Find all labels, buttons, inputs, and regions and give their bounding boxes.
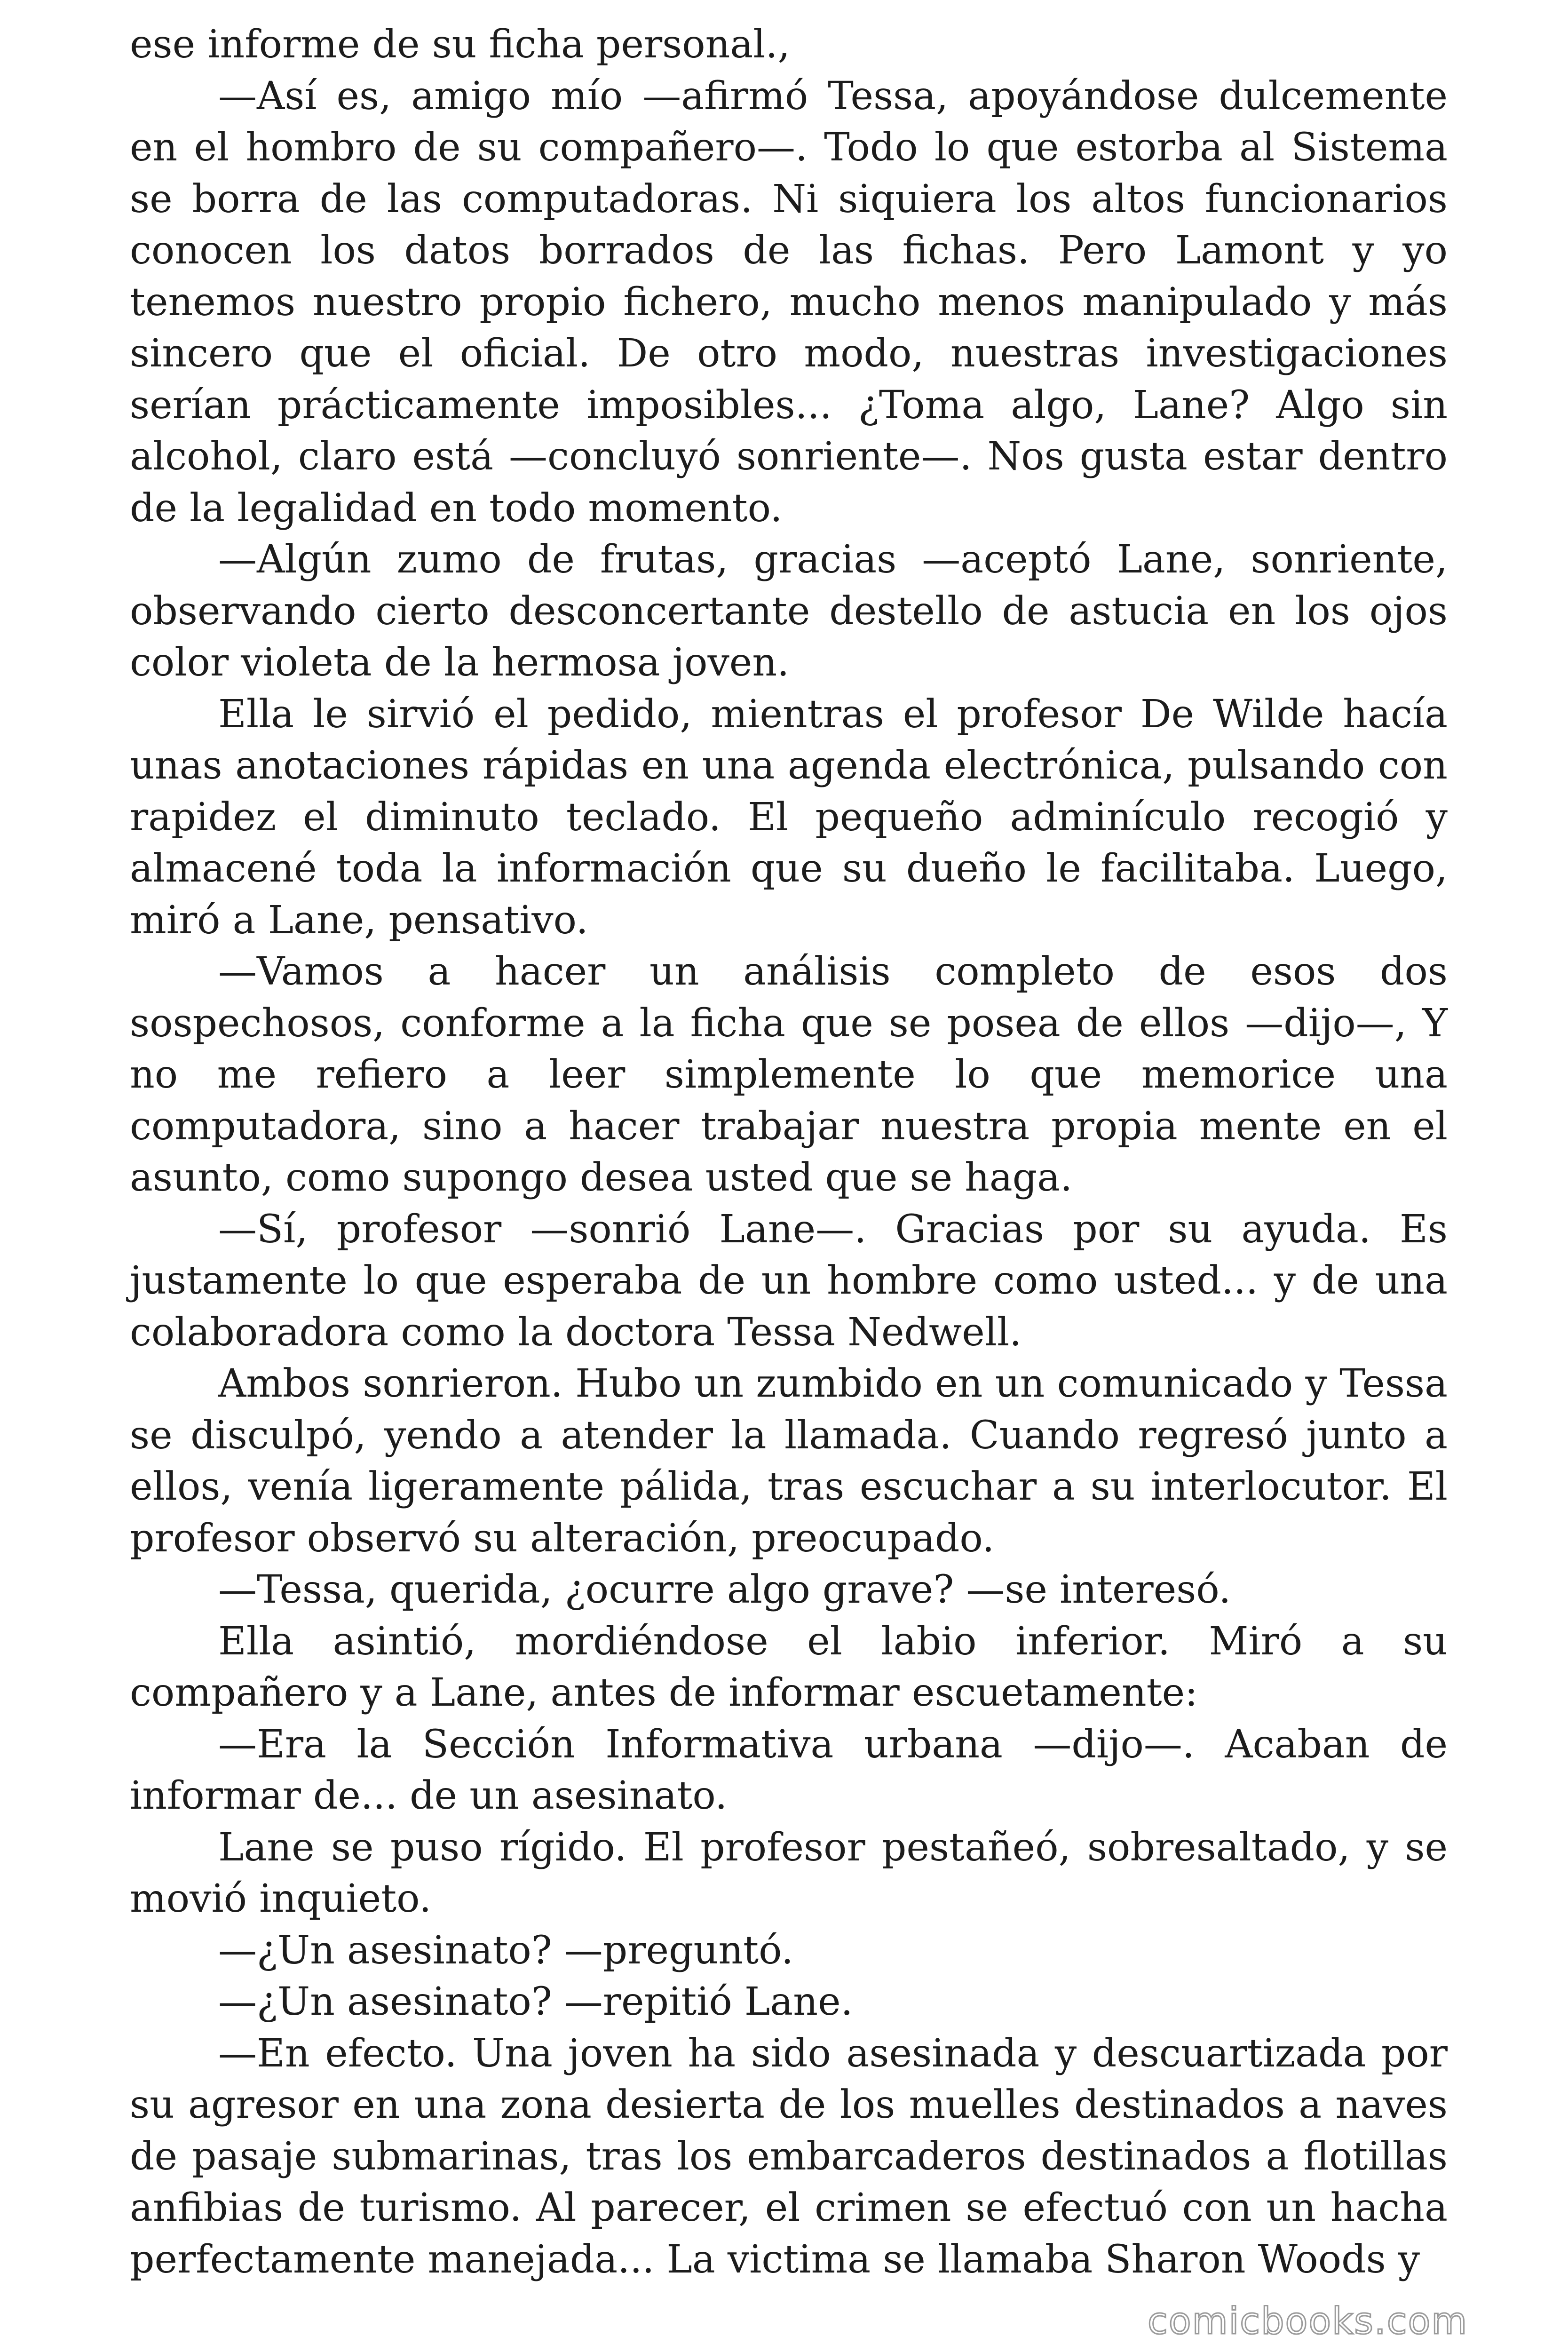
paragraph-12: —¿Un asesinato? —preguntó. (218, 1928, 794, 1973)
paragraph-2: —Así es, amigo mío —afirmó Tessa, apoyándose dulcemente en el hombro de su compañero—. Todo lo que estorba al Sistema se borra de las computadoras. Ni siquiera los altos funcionarios conocen los datos borrados de las fichas. Pero Lamont y yo tenemos nuestro propio fichero, mucho menos manipulado y más sincero que el oficial. De otro modo, nuestras investigaciones serían prácticamente imposibles... ¿Toma algo, Lane? Algo sin alcohol, claro está —concluyó sonriente—. Nos gusta estar dentro de la legalidad en todo momento. (130, 73, 1448, 531)
paragraph-4: Ella le sirvió el pedido, mientras el profesor De Wilde hacía unas anotaciones rápidas en una agenda electrónica, pulsando con rapidez el diminuto teclado. El pequeño adminículo recogió y almacené toda la información que su dueño le facilitaba. Luego, miró a Lane, pensativo. (130, 691, 1448, 943)
paragraph-7: Ambos sonrieron. Hubo un zumbido en un comunicado y Tessa se disculpó, yendo a atender la llamada. Cuando regresó junto a ellos, venía ligeramente pálida, tras escuchar a su interlocutor. El profesor observó su alteración, preocupado. (130, 1361, 1448, 1561)
paragraph-11: Lane se puso rígido. El profesor pestañeó, sobresaltado, y se movió inquieto. (130, 1825, 1448, 1921)
paragraph-8: —Tessa, querida, ¿ocurre algo grave? —se interesó. (218, 1567, 1231, 1612)
paragraph-5: —Vamos a hacer un análisis completo de esos dos sospechosos, conforme a la ficha que se posea de ellos —dijo—, Y no me refiero a leer simplemente lo que memorice una computadora, sino a hacer trabajar nuestra propia mente en el asunto, como supongo desea usted que se haga. (130, 949, 1448, 1200)
paragraph-1: ese informe de su ficha personal., (130, 22, 790, 67)
watermark: comicbooks.com (1148, 2300, 1468, 2343)
paragraph-9: Ella asintió, mordiéndose el labio inferior. Miró a su compañero y a Lane, antes de informar escuetamente: (130, 1619, 1448, 1715)
paragraph-3: —Algún zumo de frutas, gracias —aceptó Lane, sonriente, observando cierto desconcertante destello de astucia en los ojos color violeta de la hermosa joven. (130, 537, 1448, 685)
paragraph-13: —¿Un asesinato? —repitió Lane. (218, 1979, 853, 2024)
paragraph-14: —En efecto. Una joven ha sido asesinada y descuartizada por su agresor en una zona desierta de los muelles destinados a naves de pasaje submarinas, tras los embarcaderos destinados a flotillas anfibias de turismo. Al parecer, el crimen se efectuó con un hacha perfectamente manejada... La victima se llamaba Sharon Woods y (130, 2031, 1448, 2282)
paragraph-6: —Sí, profesor —sonrió Lane—. Gracias por su ayuda. Es justamente lo que esperaba de un hombre como usted... y de una colaboradora como la doctora Tessa Nedwell. (130, 1207, 1448, 1355)
book-page (130, 19, 1448, 2285)
paragraph-10: —Era la Sección Informativa urbana —dijo—. Acaban de informar de... de un asesinato. (130, 1722, 1448, 1818)
